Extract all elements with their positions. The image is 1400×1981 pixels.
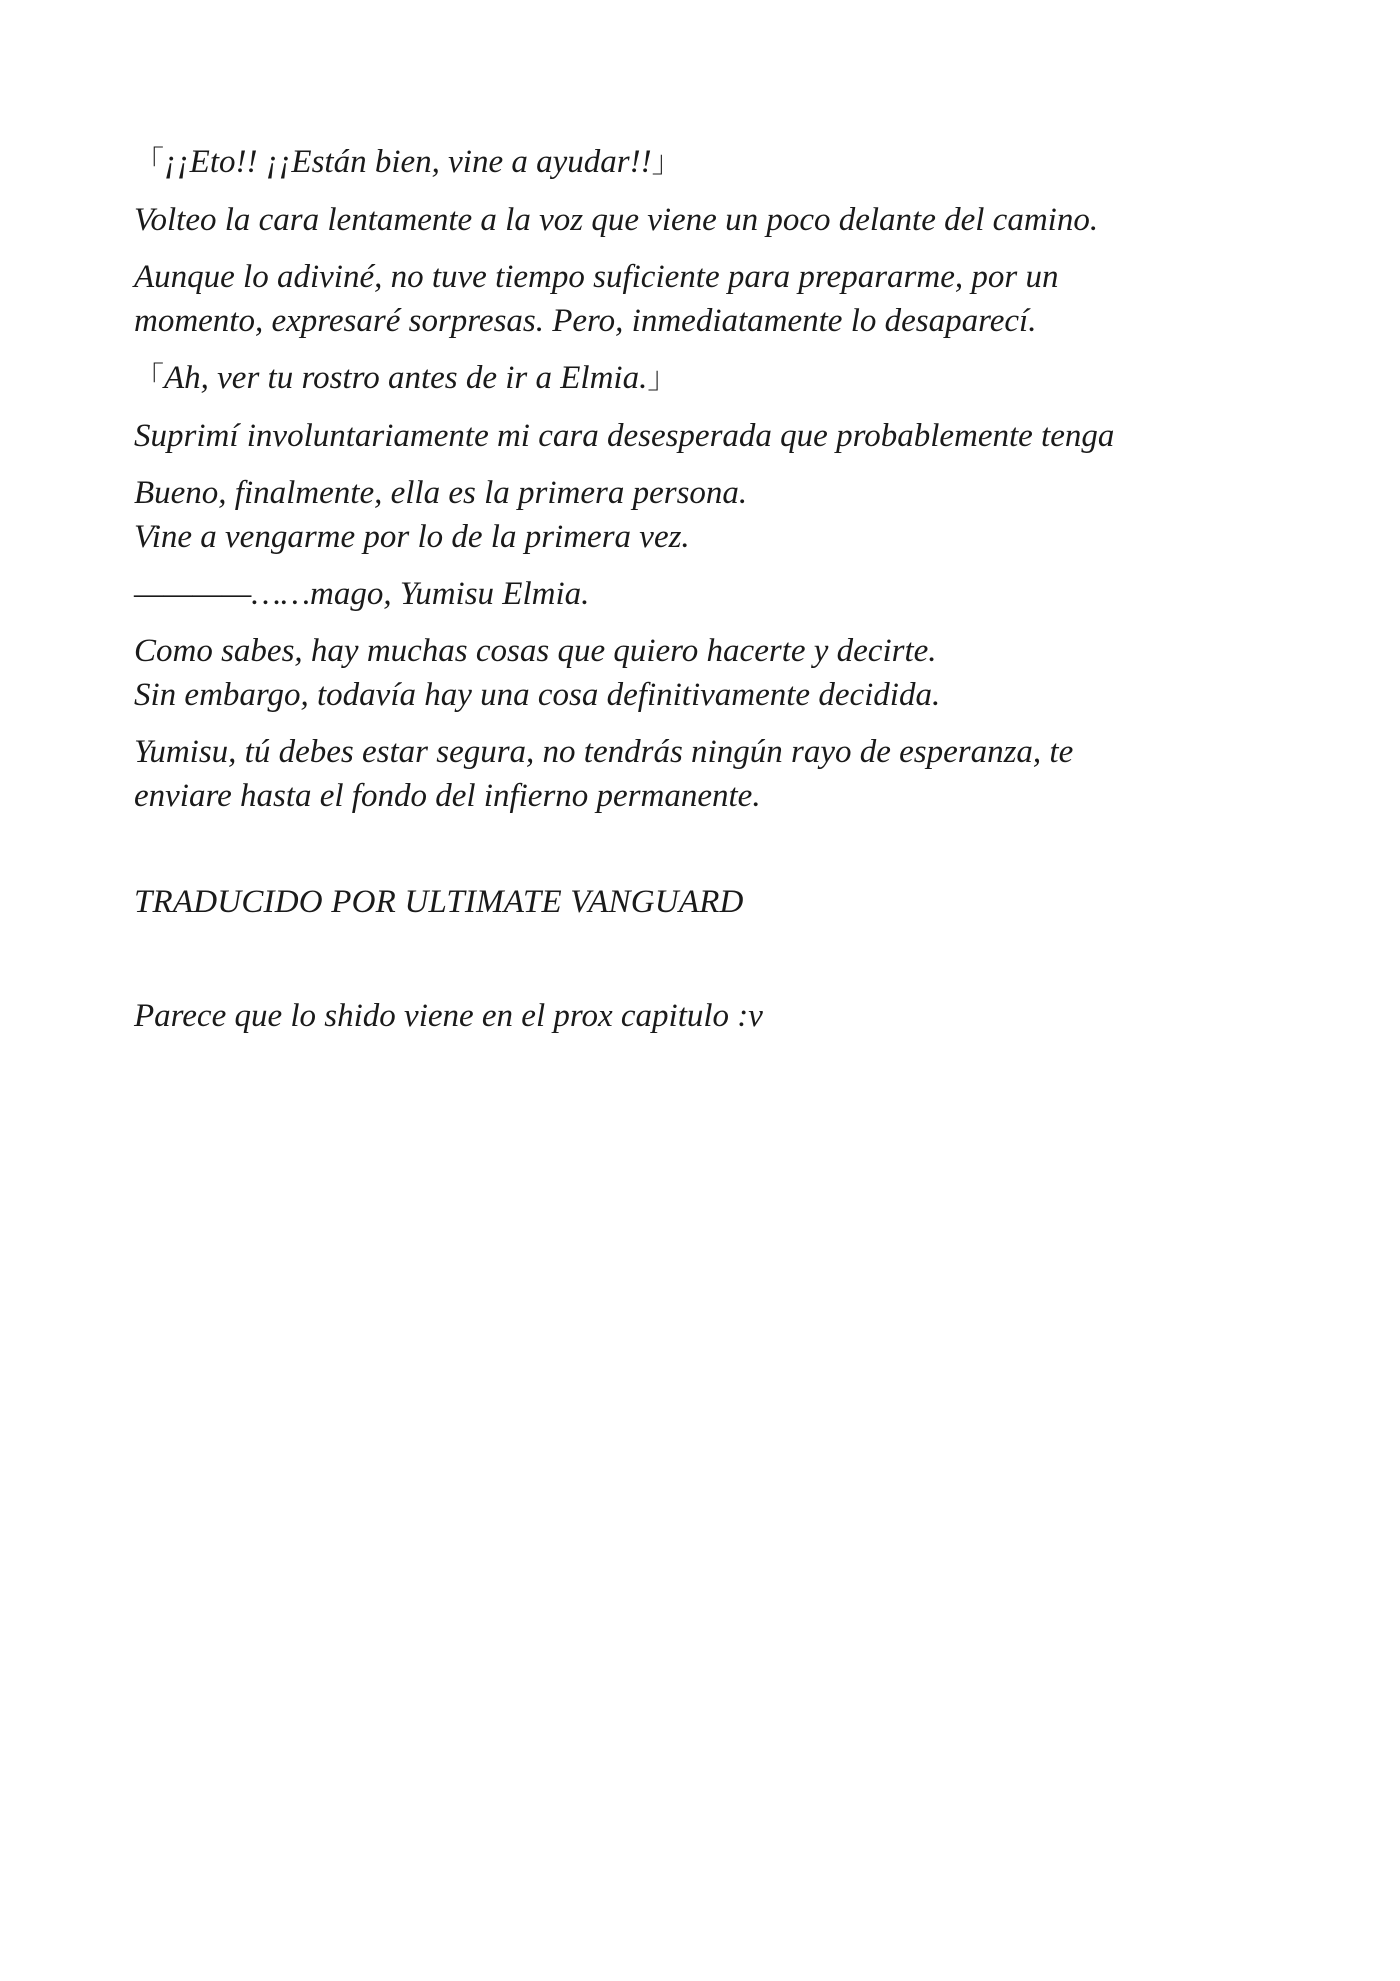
open-quote-mark: 「 xyxy=(134,361,164,396)
text-line: Sin embargo, todavía hay una cosa definitivamente decidida. xyxy=(134,677,941,713)
translator-note: Parece que lo shido viene en el prox capitulo :v xyxy=(134,998,763,1034)
dialogue-text: ¡¡Eto!! ¡¡Están bien, vine a ayudar!! xyxy=(164,144,652,180)
dialogue-line xyxy=(134,140,1294,185)
text-line: Aunque lo adiviné, no tuve tiempo suficiente para prepararme, por un xyxy=(134,259,1059,295)
narration-paragraph xyxy=(134,414,1294,458)
narration-paragraph xyxy=(134,572,1294,616)
text-line: Suprimí involuntariamente mi cara desesperada que probablemente tenga xyxy=(134,418,1115,454)
text-line: Vine a vengarme por lo de la primera vez. xyxy=(134,519,690,555)
translator-credit: TRADUCIDO POR ULTIMATE VANGUARD xyxy=(134,884,744,920)
document-body xyxy=(134,140,1294,1051)
narration-paragraph xyxy=(134,471,1294,559)
text-line: ————……mago, Yumisu Elmia. xyxy=(134,576,590,612)
narration-paragraph xyxy=(134,629,1294,717)
text-line: Yumisu, tú debes estar segura, no tendrás ningún rayo de esperanza, te xyxy=(134,734,1074,770)
text-line: Como sabes, hay muchas cosas que quiero hacerte y decirte. xyxy=(134,633,937,669)
text-line: Bueno, finalmente, ella es la primera persona. xyxy=(134,475,748,511)
dialogue-line xyxy=(134,356,1294,401)
dialogue-text: Ah, ver tu rostro antes de ir a Elmia. xyxy=(164,360,648,396)
narration-paragraph xyxy=(134,730,1294,818)
close-quote-mark: 」 xyxy=(651,145,682,180)
text-line: momento, expresaré sorpresas. Pero, inmediatamente lo desaparecí. xyxy=(134,303,1037,339)
open-quote-mark: 「 xyxy=(134,145,164,180)
close-quote-mark: 」 xyxy=(647,361,678,396)
text-line: enviare hasta el fondo del infierno permanente. xyxy=(134,778,761,814)
narration-paragraph xyxy=(134,198,1294,242)
text-line: Volteo la cara lentamente a la voz que viene un poco delante del camino. xyxy=(134,202,1099,238)
narration-paragraph xyxy=(134,255,1294,343)
